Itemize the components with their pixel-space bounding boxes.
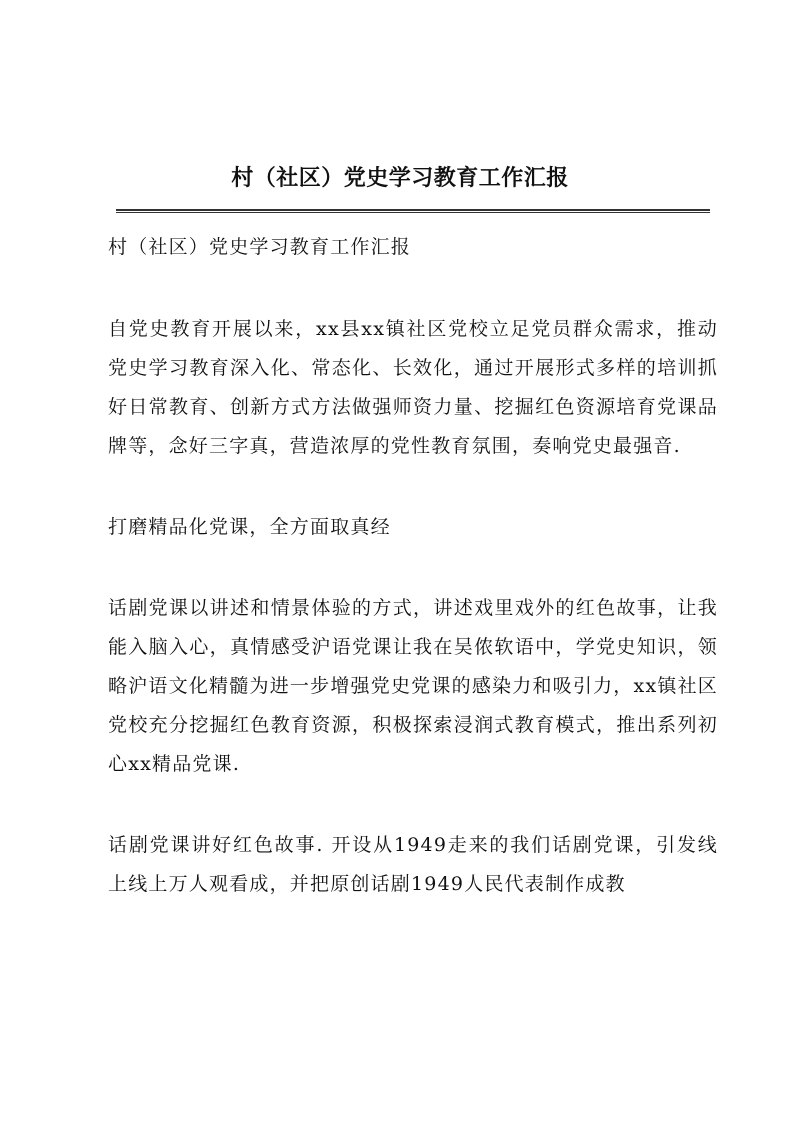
paragraph-red-stories: 话剧党课讲好红色故事. 开设从1949走来的我们话剧党课，引发线上线上万人观看成，并把原创话剧1949人民代表制作成教 — [108, 834, 718, 895]
section-heading: 打磨精品化党课，全方面取真经 — [108, 516, 391, 538]
document-title: 村（社区）党史学习教育工作汇报 — [231, 165, 569, 191]
title-divider — [116, 209, 710, 213]
paragraph-drama-lessons: 话剧党课以讲述和情景体验的方式，讲述戏里戏外的红色故事，让我能入脑入心，真情感受沪语党课让我在吴侬软语中，学党史知识，领略沪语文化精髓为进一步增强党史党课的感染力和吸引力，xx镇社区党校充分挖掘红色教育资源，积极探索浸润式教育模式，推出系列初心xx精品党课. — [108, 597, 718, 775]
paragraph-intro: 自党史教育开展以来，xx县xx镇社区党校立足党员群众需求，推动党史学习教育深入化、常态化、长效化，通过开展形式多样的培训抓好日常教育、创新方式方法做强师资力量、挖掘红色资源培育党课品牌等，念好三字真，营造浓厚的党性教育氛围，奏响党史最强音. — [108, 318, 718, 457]
document-subtitle: 村（社区）党史学习教育工作汇报 — [108, 236, 412, 258]
document-body — [108, 228, 718, 904]
